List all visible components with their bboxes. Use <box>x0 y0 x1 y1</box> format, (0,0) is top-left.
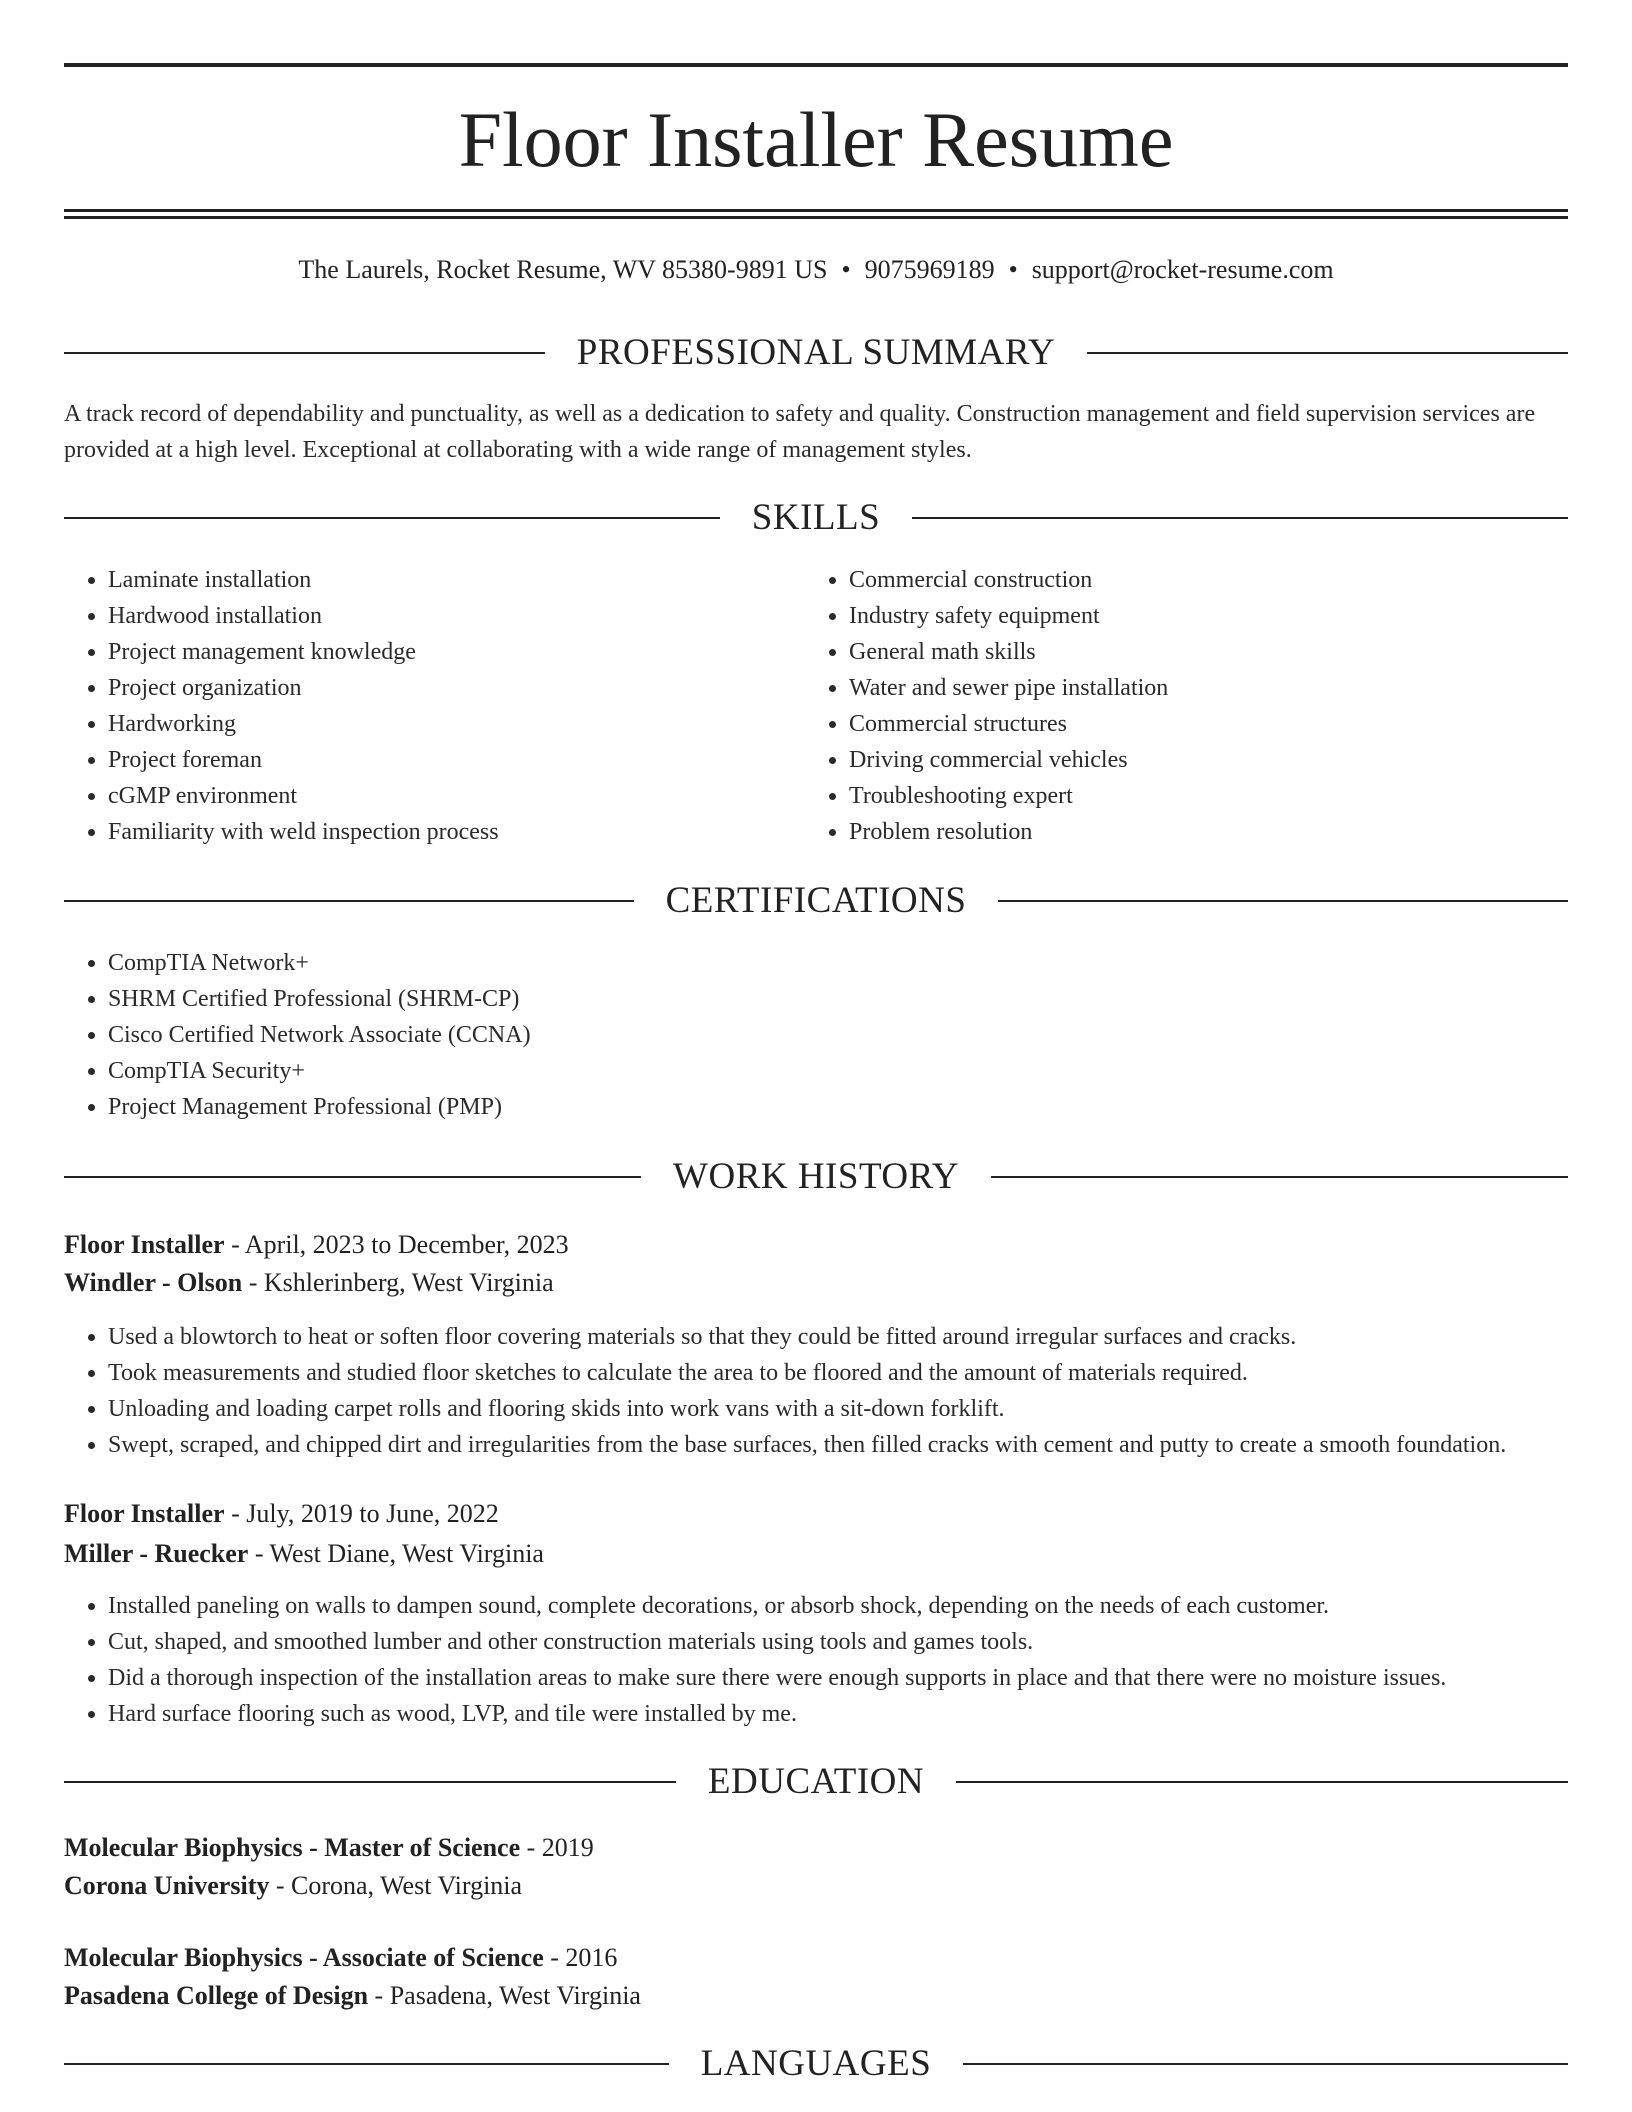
heading-rule <box>998 900 1568 902</box>
contact-email: support@rocket-resume.com <box>1031 255 1334 284</box>
section-title: CERTIFICATIONS <box>665 880 967 921</box>
section-heading-languages <box>64 2042 1568 2086</box>
list-item: • Used a blowtorch to heat or soften floor covering materials so that they could be fitted around irregular surfaces and cracks. <box>108 1319 1612 1355</box>
education-school: Corona University <box>64 1871 270 1900</box>
list-item: • Commercial structures <box>849 706 1609 742</box>
education-degree: Molecular Biophysics - Associate of Science <box>64 1943 544 1972</box>
section-title: LANGUAGES <box>700 2043 932 2084</box>
contact-separator: • <box>841 255 851 284</box>
list-item: • General math skills <box>849 634 1609 670</box>
list-item: • CompTIA Security+ <box>108 1053 1508 1089</box>
heading-rule <box>956 1781 1568 1783</box>
heading-rule <box>64 1176 641 1178</box>
contact-line <box>64 252 1568 288</box>
section-heading-education <box>64 1760 1568 1804</box>
heading-rule <box>64 2063 669 2065</box>
list-item: • Familiarity with weld inspection process <box>108 814 808 850</box>
list-item: • Hardworking <box>108 706 808 742</box>
section-heading-certifications <box>64 879 1568 923</box>
list-item: • Water and sewer pipe installation <box>849 670 1609 706</box>
job-company-line <box>64 1535 1568 1573</box>
title-double-rule-lower <box>64 216 1568 219</box>
summary-text: A track record of dependability and punctuality, as well as a dedication to safety and quality. Construction management and field supervision services are provided at a high level. Exceptional at collaborating with a wide range of management styles. <box>64 401 1536 463</box>
list-item: • Hardwood installation <box>108 598 808 634</box>
job-bullets <box>64 1588 1612 1732</box>
education-degree: Molecular Biophysics - Master of Science <box>64 1833 521 1862</box>
list-item: • Project organization <box>108 670 808 706</box>
education-year: - 2016 <box>543 1943 618 1972</box>
skills-list-right <box>805 562 1609 850</box>
heading-rule <box>64 352 545 354</box>
education-year: - 2019 <box>520 1833 594 1862</box>
job-bullets <box>64 1319 1612 1463</box>
job-title-line <box>64 1226 1568 1264</box>
certifications-list <box>64 945 1508 1125</box>
section-title: SKILLS <box>751 497 881 538</box>
list-item: • Unloading and loading carpet rolls and flooring skids into work vans with a sit-down forklift. <box>108 1391 1612 1427</box>
contact-phone: 9075969189 <box>864 255 995 284</box>
list-item: • Swept, scraped, and chipped dirt and irregularities from the base surfaces, then filled cracks with cement and putty to create a smooth foundation. <box>108 1427 1612 1463</box>
job-company: Windler - Olson <box>64 1268 243 1297</box>
list-item: • Did a thorough inspection of the installation areas to make sure there were enough supports in place and that there were no moisture issues. <box>108 1660 1612 1696</box>
heading-rule <box>64 900 634 902</box>
list-item: • Laminate installation <box>108 562 808 598</box>
section-heading-work-history <box>64 1155 1568 1199</box>
heading-rule <box>991 1176 1568 1178</box>
list-item: • Hard surface flooring such as wood, LVP, and tile were installed by me. <box>108 1696 1612 1732</box>
list-item: • Commercial construction <box>849 562 1609 598</box>
education-school: Pasadena College of Design <box>64 1981 369 2010</box>
title-double-rule-upper <box>64 209 1568 212</box>
education-location: - Pasadena, West Virginia <box>368 1981 641 2010</box>
heading-rule <box>1087 352 1568 354</box>
list-item: • Project management knowledge <box>108 634 808 670</box>
job-location: - West Diane, West Virginia <box>248 1539 544 1568</box>
job-location: - Kshlerinberg, West Virginia <box>242 1268 554 1297</box>
skills-list-left <box>64 562 808 850</box>
list-item: • SHRM Certified Professional (SHRM-CP) <box>108 981 1508 1017</box>
page-title: Floor Installer Resume <box>458 96 1174 183</box>
section-title: PROFESSIONAL SUMMARY <box>576 332 1056 373</box>
education-school-line <box>64 1977 1568 2015</box>
heading-rule <box>64 1781 676 1783</box>
list-item: • Project Management Professional (PMP) <box>108 1089 1508 1125</box>
list-item: • CompTIA Network+ <box>108 945 1508 981</box>
list-item: • Industry safety equipment <box>849 598 1609 634</box>
education-school-line <box>64 1867 1568 1905</box>
contact-separator: • <box>1008 255 1018 284</box>
heading-rule <box>912 517 1568 519</box>
job-dates: - April, 2023 to December, 2023 <box>224 1230 569 1259</box>
job-company: Miller - Ruecker <box>64 1539 249 1568</box>
top-rule <box>64 63 1568 67</box>
list-item: • Driving commercial vehicles <box>849 742 1609 778</box>
list-item: • Took measurements and studied floor sketches to calculate the area to be floored and the amount of materials required. <box>108 1355 1612 1391</box>
section-title: WORK HISTORY <box>673 1156 959 1197</box>
job-title: Floor Installer <box>64 1499 225 1528</box>
job-company-line <box>64 1264 1568 1302</box>
education-degree-line <box>64 1939 1568 1977</box>
list-item: • Installed paneling on walls to dampen sound, complete decorations, or absorb shock, depending on the needs of each customer. <box>108 1588 1612 1624</box>
list-item: • Problem resolution <box>849 814 1609 850</box>
list-item: • Cut, shaped, and smoothed lumber and other construction materials using tools and games tools. <box>108 1624 1612 1660</box>
heading-rule <box>963 2063 1568 2065</box>
job-dates: - July, 2019 to June, 2022 <box>224 1499 499 1528</box>
job-title: Floor Installer <box>64 1230 225 1259</box>
education-location: - Corona, West Virginia <box>269 1871 523 1900</box>
list-item: • Cisco Certified Network Associate (CCNA) <box>108 1017 1508 1053</box>
contact-address: The Laurels, Rocket Resume, WV 85380-9891 US <box>298 255 828 284</box>
section-title: EDUCATION <box>707 1761 925 1802</box>
list-item: • Project foreman <box>108 742 808 778</box>
job-title-line <box>64 1495 1568 1533</box>
list-item: • Troubleshooting expert <box>849 778 1609 814</box>
heading-rule <box>64 517 720 519</box>
education-degree-line <box>64 1829 1568 1867</box>
section-heading-skills <box>64 496 1568 540</box>
section-heading-summary <box>64 331 1568 375</box>
list-item: • cGMP environment <box>108 778 808 814</box>
